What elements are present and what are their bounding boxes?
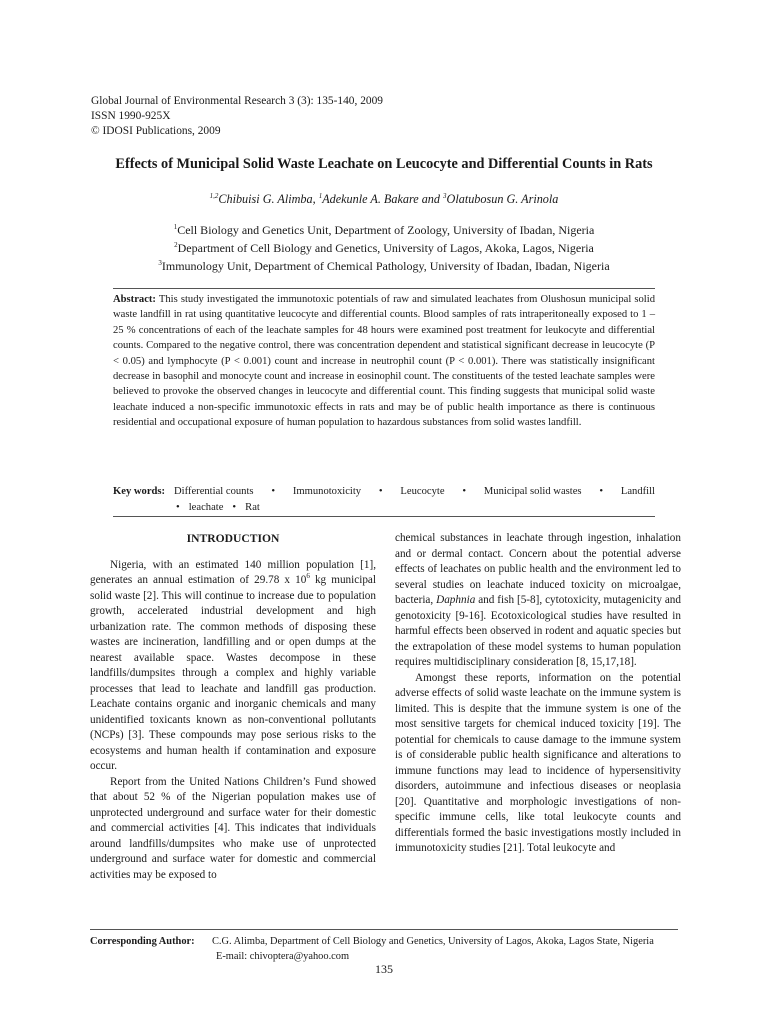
issn: ISSN 1990-925X — [91, 110, 171, 122]
body-column-left — [90, 531, 376, 883]
paper-title: Effects of Municipal Solid Waste Leachate on Leucocyte and Differential Counts in Rats — [115, 156, 653, 172]
section-heading-introduction: INTRODUCTION — [186, 532, 280, 545]
keyword: Leucocyte — [400, 486, 445, 497]
affiliation-2-text: Department of Cell Biology and Genetics, University of Lagos, Akoka, Lagos, Nigeria — [177, 241, 594, 255]
author-2: Adekunle A. Bakare and — [322, 192, 444, 206]
affiliation-1 — [60, 222, 708, 238]
species-name: Daphnia — [436, 594, 476, 606]
footer-rule — [90, 929, 678, 930]
affiliation-2-sup: 2 — [174, 241, 178, 249]
exponent: 6 — [306, 572, 310, 580]
paragraph — [395, 531, 681, 671]
keyword-bullet: • — [599, 486, 604, 497]
paragraph-text: Nigeria, with an estimated 140 million population [1], generates an annual estimation of 29.78 x 10 — [90, 558, 376, 586]
corresponding-author-email: E-mail: chivoptera@yahoo.com — [216, 951, 350, 962]
keyword-bullet: • — [271, 486, 276, 497]
keyword-bullet: • — [378, 486, 383, 497]
paragraph-text: and fish [5-8], cytotoxicity, mutagenicity and genotoxicity [9-16]. Ecotoxicological studies have resulted in harmful effects been observed in rodent and aquatic species but the extrapolation of these model systems to human population requires multidisciplinary consideration [8, 15,17,18]. — [395, 594, 681, 668]
paragraph: Amongst these reports, information on the potential adverse effects of solid waste leachate on the immune system is limited. This is despite that the immune system is one of the most sensitive targets for chemical induced toxicity [19]. The potential for chemicals to cause damage to the immune system is of considerable public health significance and alterations to immune functions may lead to incidence of hypersensitivity disorders, autoimmune and infectious diseases or neoplasia [20]. Quantitative and morphologic investigations of non-specific immune cells, like total leukocyte counts and differentials formed the basic investigations mostly included in immunotoxicity studies [21]. Total leukocyte and — [395, 671, 681, 854]
affiliation-2 — [60, 240, 708, 256]
abstract — [113, 292, 655, 431]
affiliation-3-text: Immunology Unit, Department of Chemical Pathology, University of Ibadan, Ibadan, Nigeria — [161, 259, 610, 273]
abstract-text: This study investigated the immunotoxic potentials of raw and simulated leachates from Olushosun municipal solid waste landfill in rat using quantitative leucocyte and differential counts. Blood samples of rats intraperitoneally exposed to 1 – 25 % concentrations of each of the leachate samples for 48 hours were examined post treatment for leukocyte and differential counts. Compared to the negative control, there was concentration dependent and statistical significant decrease in leucocyte (P < 0.05) and lymphocyte (P < 0.001) count and increase in neutrophil count (P < 0.001). There was statistically insignificant decrease in basophil and monocyte count and increase in eosinophil count. The constituents of the tested leachate samples were believed to provoke the observed changes in leucocyte and differential count. This finding suggests that municipal solid waste leachate induced a non-specific immunotoxic effects in rats and may be of public health importance as there is continuous residential and occupational exposure of human population to hazardous substances from solid wastes landfill. — [113, 294, 655, 429]
corresponding-author-text: C.G. Alimba, Department of Cell Biology and Genetics, University of Lagos, Akoka, Lagos State, Nigeria — [212, 936, 654, 947]
keyword: Municipal solid wastes — [483, 486, 582, 497]
keywords-list — [174, 484, 655, 516]
author-2-sup: 1 — [318, 192, 323, 200]
keywords-row-1 — [174, 484, 655, 500]
affiliation-3-sup: 3 — [158, 259, 162, 267]
journal-citation: Global Journal of Environmental Research 3 (3): 135-140, 2009 — [91, 95, 383, 107]
keyword: Rat — [245, 502, 260, 513]
affiliation-3 — [60, 258, 708, 274]
keyword: Immunotoxicity — [292, 486, 362, 497]
keywords-row-2 — [174, 500, 655, 516]
copyright: © IDOSI Publications, 2009 — [91, 125, 221, 137]
body-column-right — [395, 531, 681, 857]
keywords-label: Key words: — [113, 486, 166, 497]
abstract-label: Abstract: — [113, 294, 156, 305]
abstract-top-rule — [113, 288, 655, 289]
corresponding-author-line — [90, 934, 654, 949]
paragraph: Report from the United Nations Children’s Fund showed that about 52 % of the Nigerian population makes use of unprotected underground and surface water for their domestic and commercial activities [4]. This indicates that individuals around landfills/dumpsites who make use of unprotected underground and surface water for domestic and commercial activities may be exposed to — [90, 775, 376, 881]
keyword: Differential counts — [174, 486, 254, 497]
author-list — [60, 191, 708, 207]
author-3: Olatubosun G. Arinola — [446, 192, 559, 206]
corresponding-author — [90, 934, 654, 964]
paragraph — [90, 558, 376, 775]
paragraph-text: chemical substances in leachate through ingestion, inhalation and or dermal contact. Concern about the potential adverse effects of leachates on public health and the environment led to several studies on leachate induced toxicity on microalgae, bacteria, — [395, 532, 681, 606]
author-3-sup: 3 — [443, 192, 447, 200]
affiliation-1-sup: 1 — [173, 223, 178, 231]
keyword: leachate — [188, 502, 224, 513]
paragraph-text: kg municipal solid waste [2]. This will continue to increase due to population growth, accelerated industrial development and high urbanization rate. The common methods of disposing these wastes are incineration, landfilling and or open dumps at the nearest available space. Wastes decompose in these landfills/dumpsites through a complex and highly variable processes that lead to leachate and landfill gas production. Leachate contains organic and inorganic chemicals and many unidentified toxicants known as non-conventional pollutants (NCPs) [3]. These compounds may pose serious risks to the ecosystems and human health if contamination and exposure occur. — [90, 574, 376, 772]
affiliation-1-text: Cell Biology and Genetics Unit, Department of Zoology, University of Ibadan, Nigeria — [177, 223, 595, 237]
keyword-bullet: • — [462, 486, 467, 497]
corresponding-author-label: Corresponding Author: — [90, 936, 195, 947]
keyword: Landfill — [620, 486, 655, 497]
author-1-sup: 1,2 — [209, 192, 219, 200]
author-1: Chibuisi G. Alimba, — [218, 192, 319, 206]
keyword-bullet: • — [176, 502, 180, 513]
page-number: 135 — [375, 962, 393, 976]
keyword-bullet: • — [232, 502, 237, 513]
abstract-bottom-rule — [113, 516, 655, 517]
